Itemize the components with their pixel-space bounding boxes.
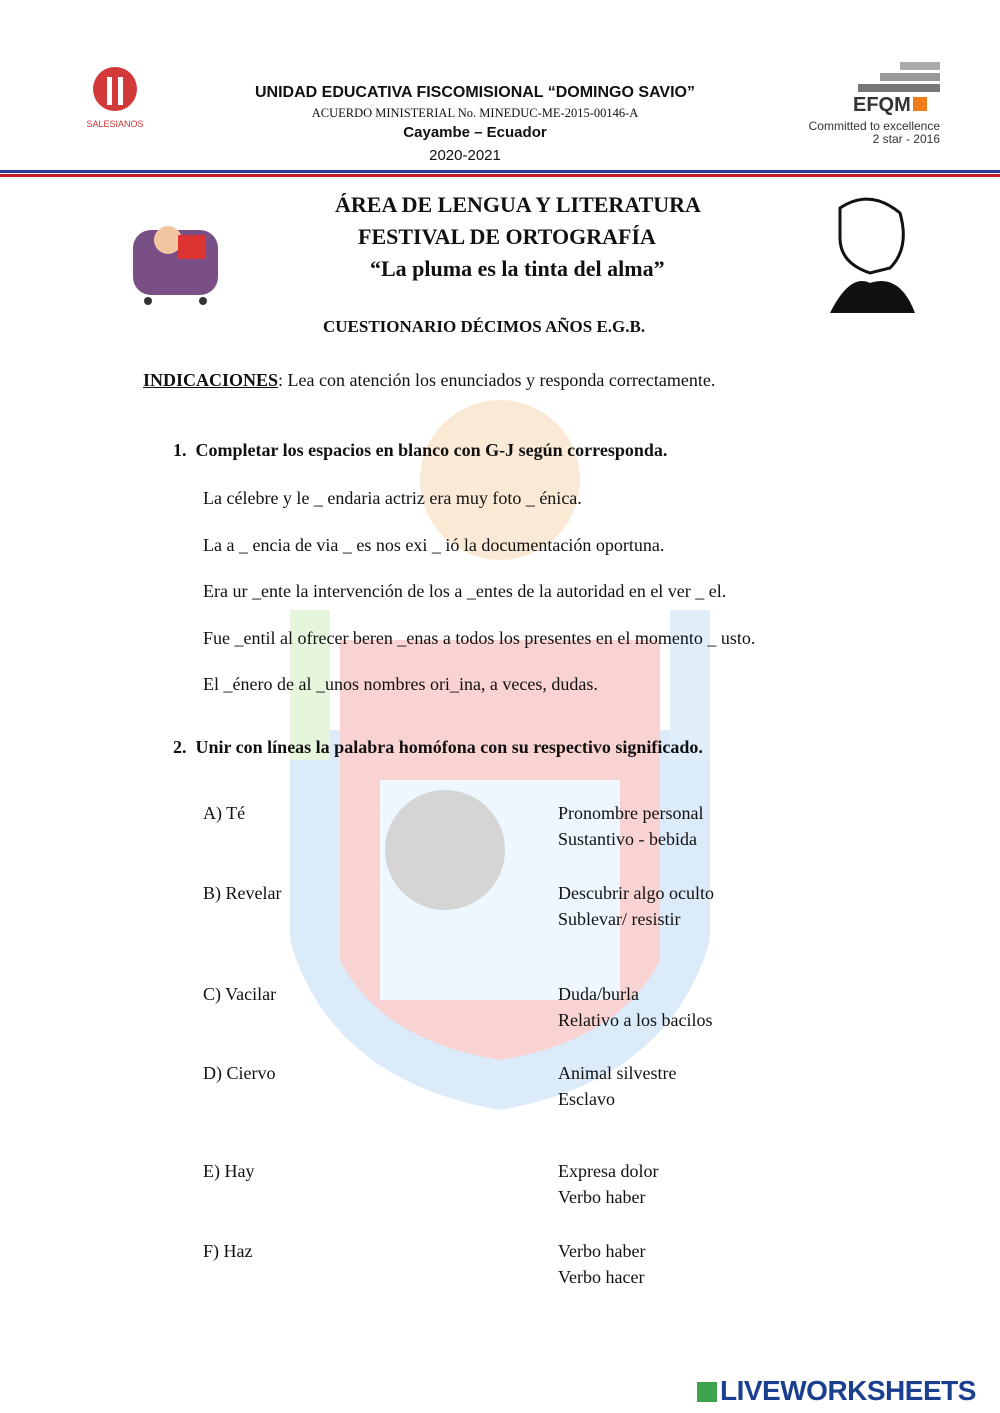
meaning-list: Pronombre personal Sustantivo - bebida [558,803,704,849]
instructions: INDICACIONES: Lea con atención los enunciados y responda correctamente. [143,370,716,390]
svg-text:SALESIANOS: SALESIANOS [86,119,144,129]
homophone-word: D) Ciervo [203,1063,276,1083]
meaning-list: Descubrir algo oculto Sublevar/ resistir [558,883,714,929]
meaning-list: Animal silvestre Esclavo [558,1063,677,1109]
homophone-word: B) Revelar [203,883,282,903]
meaning-list: Duda/burla Relativo a los bacilos [558,984,713,1030]
header-rule-red [0,174,1000,177]
q1-line: La célebre y le _ endaria actriz era muy foto _ énica. [203,488,582,508]
school-name: UNIDAD EDUCATIVA FISCOMISIONAL “DOMINGO SAVIO” [254,84,695,101]
homophone-word: C) Vacilar [203,984,277,1004]
q1-line: La a _ encia de via _ es nos exi _ ió la documentación oportuna. [203,535,665,555]
area-title: ÁREA DE LENGUA Y LITERATURA [335,192,701,217]
efqm-logo [850,62,940,92]
q1-line: Era ur _ente la intervención de los a _entes de la autoridad en el ver _ el. [203,581,727,601]
question-1-title: 1. Completar los espacios en blanco con G-J según corresponda. [173,440,668,460]
meaning-list: Expresa dolor Verbo haber [558,1161,659,1207]
header-rule-blue [0,170,1000,173]
efqm-brand: EFQM [853,94,927,117]
questionnaire-title: CUESTIONARIO DÉCIMOS AÑOS E.G.B. [323,317,646,336]
homophone-word: F) Haz [203,1241,253,1261]
question-2-title: 2. Unir con líneas la palabra homófona con su respectivo significado. [173,737,703,757]
meaning-list: Verbo haber Verbo hacer [558,1241,646,1287]
reading-boy-illustration [128,205,223,305]
don-bosco-portrait [810,188,920,316]
location: Cayambe – Ecuador [403,124,547,141]
q1-line: El _énero de al _unos nombres ori_ina, a veces, dudas. [203,674,598,694]
homophone-word: A) Té [203,803,246,823]
liveworksheets-logo: LIVEWORKSHEETS [697,1375,976,1407]
efqm-tagline: Committed to excellence 2 star - 2016 [808,119,940,146]
q1-line: Fue _entil al ofrecer beren _enas a todos los presentes en el momento _ usto. [203,628,756,648]
school-year: 2020-2021 [429,147,501,164]
festival-title: FESTIVAL DE ORTOGRAFÍA [358,224,656,249]
motto: “La pluma es la tinta del alma” [370,256,665,281]
homophone-word: E) Hay [203,1161,255,1181]
ministerial-agreement: ACUERDO MINISTERIAL No. MINEDUC-ME-2015-00146-A [311,106,639,120]
